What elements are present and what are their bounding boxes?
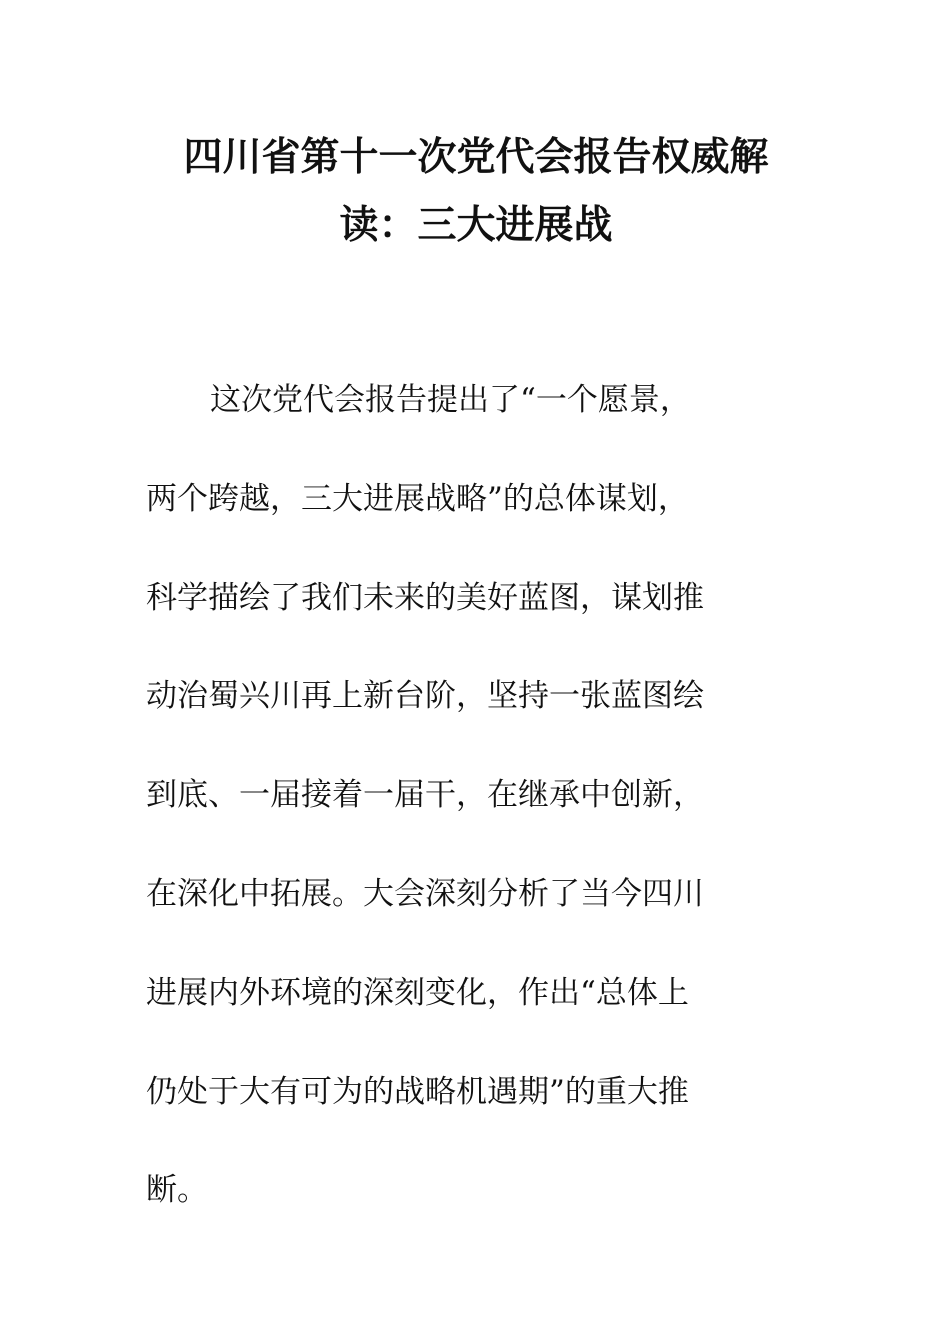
paragraph-line-3: 科学描绘了我们未来的美好蓝图，谋划推	[146, 579, 704, 616]
paragraph-line-9: 断。	[146, 1172, 208, 1209]
paragraph-line-8: 仍处于大有可为的战略机遇期”的重大推	[146, 1073, 689, 1110]
paragraph-line-1: 这次党代会报告提出了“一个愿景，	[210, 382, 691, 418]
body-paragraph	[146, 368, 806, 1257]
document-title	[146, 124, 806, 260]
paragraph-line-6: 在深化中拓展。大会深刻分析了当今四川	[146, 875, 704, 912]
title-line-2: 读：三大进展战	[339, 203, 613, 248]
title-line-1: 四川省第十一次党代会报告权威解	[183, 135, 769, 180]
paragraph-line-7: 进展内外环境的深刻变化，作出“总体上	[146, 974, 689, 1011]
paragraph-line-4: 动治蜀兴川再上新台阶，坚持一张蓝图绘	[146, 678, 704, 715]
paragraph-line-2: 两个跨越，三大进展战略”的总体谋划，	[146, 480, 689, 517]
paragraph-line-5: 到底、一届接着一届干，在继承中创新，	[146, 777, 704, 814]
